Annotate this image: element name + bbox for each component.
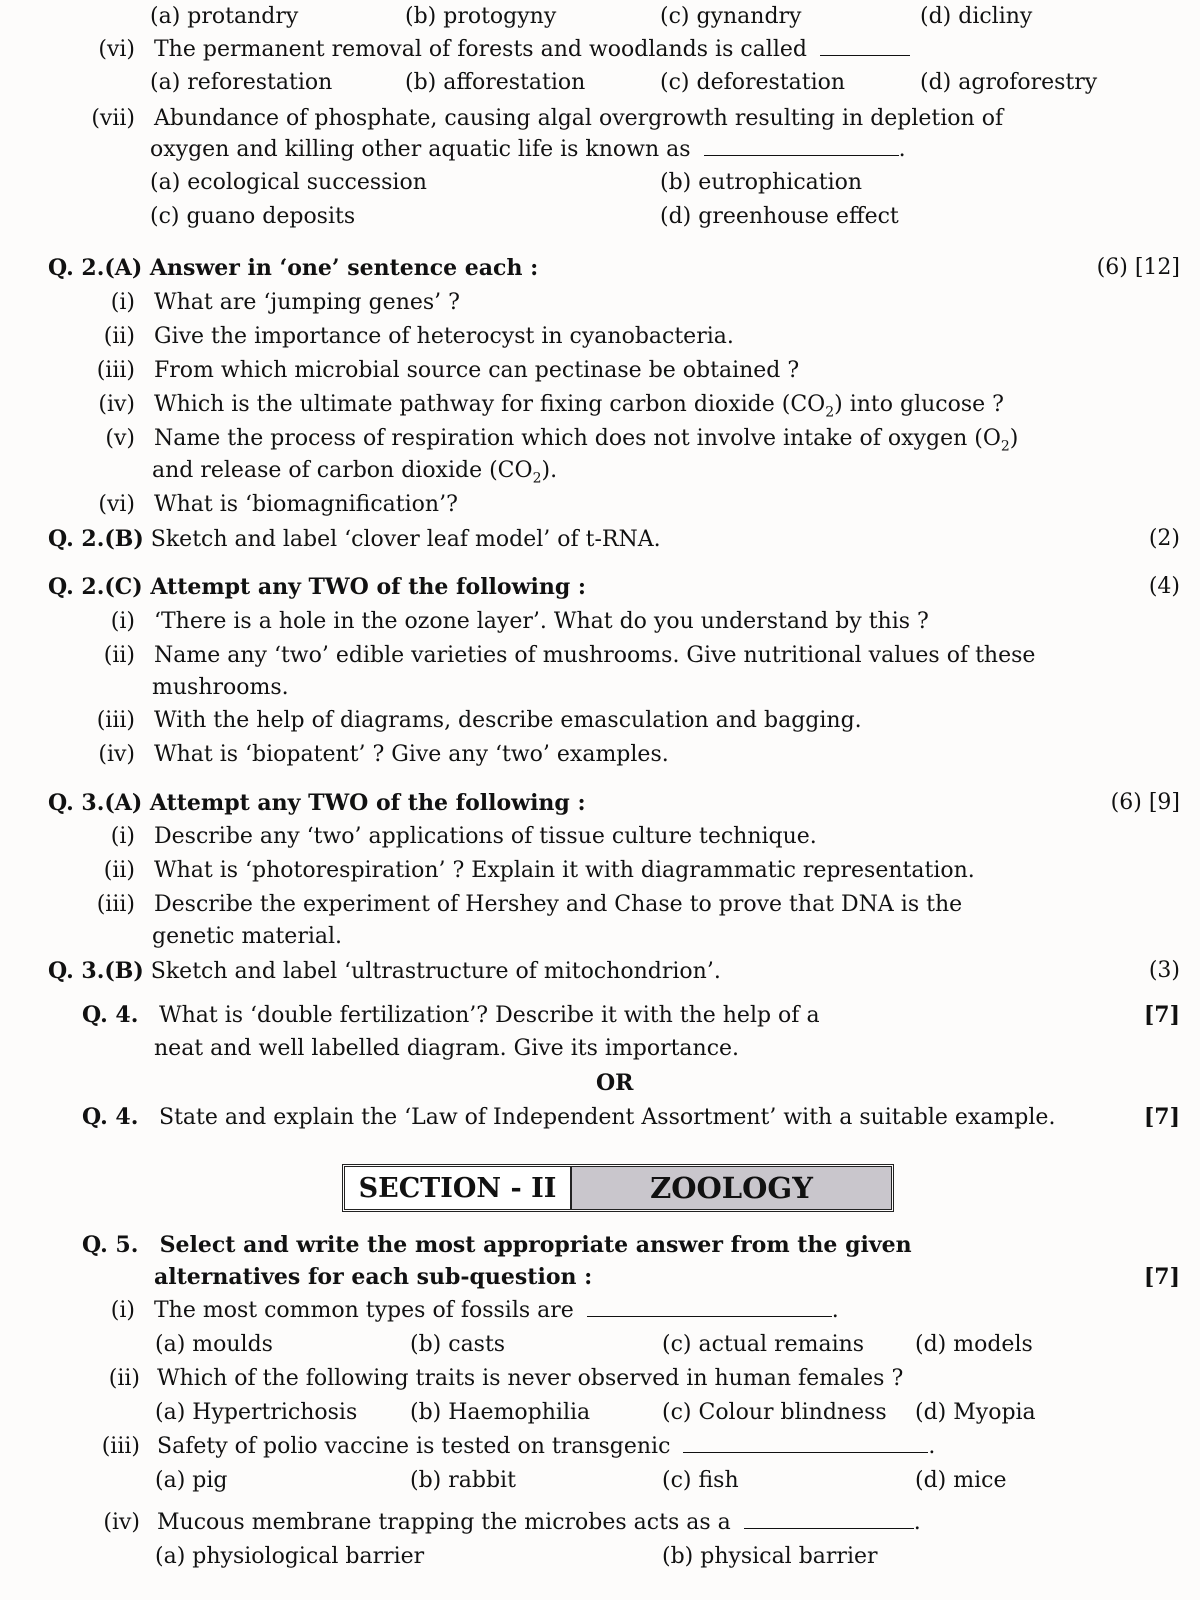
option-c: (c) actual remains [662,1332,865,1357]
q2a-heading: Q. 2.(A) Answer in ‘one’ sentence each : [48,255,539,281]
question-vi: (vi) The permanent removal of forests and woodlands is called [90,35,910,65]
q4a: Q. 4. What is ‘double fertilization’? Describe it with the help of a [82,1002,820,1028]
q3a-heading: Q. 3.(A) Attempt any TWO of the following : [48,790,586,816]
q3a-item: (iii) Describe the experiment of Hershey and Chase to prove that DNA is the [96,892,963,917]
q4b-marks: [7] [1143,1104,1180,1130]
q2c-item-line2: mushrooms. [152,675,289,700]
q3a-item: (ii) What is ‘photorespiration’ ? Explain it with diagrammatic representation. [103,858,975,883]
q5-item: (iii) Safety of polio vaccine is tested on transgenic . [101,1434,936,1459]
q2a-item: (i) What are ‘jumping genes’ ? [110,290,460,315]
q3b: Q. 3.(B) Sketch and label ‘ultrastructure of mitochondrion’. [48,958,721,984]
q2c-item: (ii) Name any ‘two’ edible varieties of mushrooms. Give nutritional values of these [103,643,1036,668]
q2c-heading: Q. 2.(C) Attempt any TWO of the following : [48,574,587,600]
or-separator: OR [596,1070,634,1096]
option-c: (c) fish [662,1468,739,1493]
option-d: (d) agroforestry [920,70,1098,95]
q2c-item: (iv) What is ‘biopatent’ ? Give any ‘two’ examples. [98,742,669,767]
q5-heading: Q. 5. Select and write the most appropriate answer from the given [82,1232,912,1258]
q2a-item: (vi) What is ‘biomagnification’? [98,492,458,517]
option-d: (d) Myopia [915,1400,1036,1425]
question-vii: (vii) Abundance of phosphate, causing algal overgrowth resulting in depletion of [91,106,1004,131]
q2a-item: (v) Name the process of respiration which does not involve intake of oxygen $(O_2)$ [105,426,1019,455]
q2b: Q. 2.(B) Sketch and label ‘clover leaf model’ of t-RNA. [48,526,661,552]
q2a-item: (iv) Which is the ultimate pathway for fixing carbon dioxide $(CO_2)$ into glucose ? [98,392,1004,421]
option-b: (b) physical barrier [662,1544,878,1569]
q5-heading-line2: alternatives for each sub-question : [154,1264,593,1290]
q3a-item-line2: genetic material. [152,924,343,949]
option-d: (d) models [915,1332,1033,1357]
q2c-marks: (4) [1148,574,1180,599]
option-c: (c) deforestation [660,70,846,95]
option-b: (b) rabbit [410,1468,516,1493]
q2a-item: (ii) Give the importance of heterocyst in cyanobacteria. [103,324,734,349]
q3b-marks: (3) [1148,958,1180,983]
q2a-item: (iii) From which microbial source can pectinase be obtained ? [96,358,800,383]
q2c-item: (iii) With the help of diagrams, describe emasculation and bagging. [96,708,862,733]
q4b: Q. 4. State and explain the ‘Law of Independent Assortment’ with a suitable example. [82,1104,1056,1130]
option-a: (a) ecological succession [150,170,427,195]
section-subject: ZOOLOGY [572,1167,891,1209]
option-a: (a) moulds [155,1332,273,1357]
q5-item: (iv) Mucous membrane trapping the microbes acts as a . [103,1510,921,1535]
option-d: (d) dicliny [920,4,1033,29]
option-c: (c) gynandry [660,4,802,29]
option-b: (b) protogyny [405,4,557,29]
option-b: (b) Haemophilia [410,1400,591,1425]
q3a-marks: (6) [9] [1110,790,1180,815]
q5-marks: [7] [1143,1264,1180,1290]
q5-item: (i) The most common types of fossils are . [110,1298,839,1323]
q5-item: (ii) Which of the following traits is never observed in human females ? [108,1366,904,1391]
option-b: (b) casts [410,1332,506,1357]
q2a-marks: (6) [12] [1096,255,1180,280]
option-a: (a) physiological barrier [155,1544,425,1569]
section-number: SECTION - II [345,1167,572,1209]
q3a-item: (i) Describe any ‘two’ applications of tissue culture technique. [110,824,817,849]
option-a: (a) reforestation [150,70,333,95]
option-b: (b) afforestation [405,70,586,95]
option-d: (d) greenhouse effect [660,204,899,229]
option-d: (d) mice [915,1468,1007,1493]
q2a-item-line2: and release of carbon dioxide $(CO_2)$. [152,458,558,487]
option-a: (a) protandry [150,4,299,29]
q2c-item: (i) ‘There is a hole in the ozone layer’. What do you understand by this ? [110,609,929,634]
section-header [342,1164,894,1212]
option-c: (c) guano deposits [150,204,356,229]
option-b: (b) eutrophication [660,170,863,195]
question-vii-line2: oxygen and killing other aquatic life is known as . [150,137,906,162]
option-a: (a) pig [155,1468,228,1493]
q4a-line2: neat and well labelled diagram. Give its importance. [154,1036,740,1061]
q4a-marks: [7] [1143,1002,1180,1028]
option-a: (a) Hypertrichosis [155,1400,358,1425]
option-c: (c) Colour blindness [662,1400,887,1425]
q2b-marks: (2) [1148,526,1180,551]
